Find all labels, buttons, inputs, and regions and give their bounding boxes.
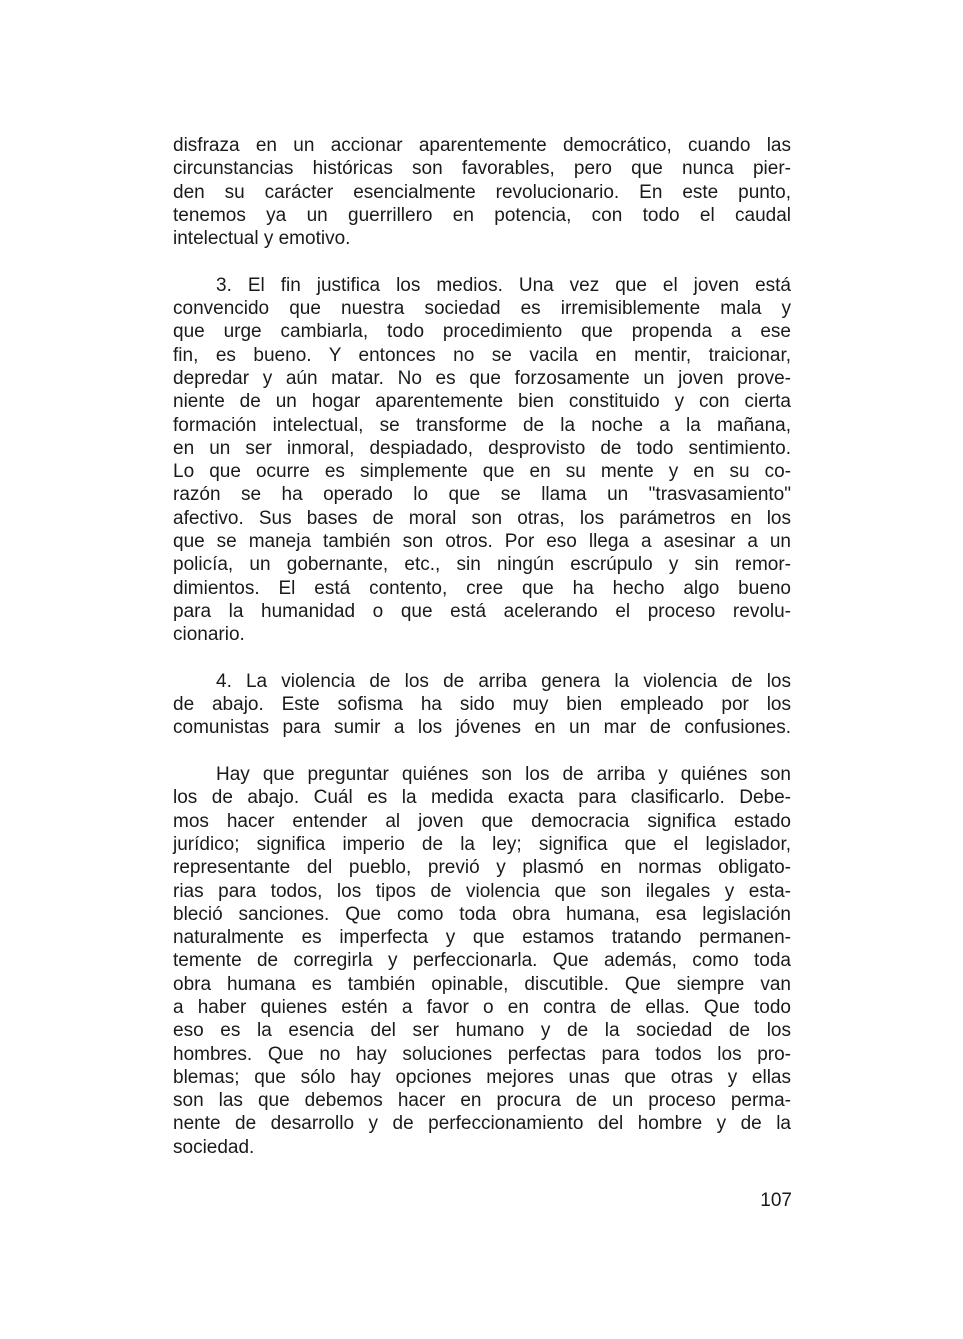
- text-line: convencido que nuestra sociedad es irremisiblemente mala y: [173, 298, 791, 320]
- text-line: circunstancias históricas son favorables, pero que nunca pier-: [173, 158, 791, 180]
- text-line: temente de corregirla y perfeccionarla. Que además, como toda: [173, 950, 791, 972]
- text-line: hombres. Que no hay soluciones perfectas para todos los pro-: [173, 1043, 791, 1065]
- text-line: bleció sanciones. Que como toda obra humana, esa legislación: [173, 903, 791, 925]
- text-line: den su carácter esencialmente revolucionario. En este punto,: [173, 181, 791, 203]
- text-line: nente de desarrollo y de perfeccionamiento del hombre y de la: [173, 1113, 791, 1135]
- text-line: afectivo. Sus bases de moral son otras, los parámetros en los: [173, 507, 791, 529]
- text-line: naturalmente es imperfecta y que estamos tratando permanen-: [173, 927, 791, 949]
- text-line: Hay que preguntar quiénes son los de arriba y quiénes son: [216, 764, 791, 786]
- text-line: formación intelectual, se transforme de la noche a la mañana,: [173, 414, 791, 436]
- text-line: mos hacer entender al joven que democracia significa estado: [173, 810, 791, 832]
- text-line: rias para todos, los tipos de violencia que son ilegales y esta-: [173, 880, 791, 902]
- paragraph: [173, 134, 791, 250]
- text-line: obra humana es también opinable, discutible. Que siempre van: [173, 973, 791, 995]
- text-line: razón se ha operado lo que se llama un "trasvasamiento": [173, 484, 791, 506]
- text-line: de abajo. Este sofisma ha sido muy bien empleado por los: [173, 694, 791, 716]
- paragraph-gap: [173, 740, 791, 763]
- text-line: 3. El fin justifica los medios. Una vez que el joven está: [216, 274, 791, 296]
- text-line: en un ser inmoral, despiadado, desprovisto de todo sentimiento.: [173, 437, 791, 459]
- text-line: sociedad.: [173, 1136, 255, 1158]
- body-text: [173, 134, 791, 1159]
- text-line: para la humanidad o que está acelerando el proceso revolu-: [173, 600, 791, 622]
- paragraph: [173, 274, 791, 647]
- page-number: 107: [760, 1190, 792, 1211]
- text-line: que urge cambiarla, todo procedimiento que propenda a ese: [173, 321, 791, 343]
- text-line: a haber quienes estén a favor o en contra de ellas. Que todo: [173, 996, 791, 1018]
- text-line: tenemos ya un guerrillero en potencia, con todo el caudal: [173, 204, 791, 226]
- text-line: disfraza en un accionar aparentemente democrático, cuando las: [173, 135, 791, 156]
- text-line: cionario.: [173, 624, 245, 646]
- text-line: jurídico; significa imperio de la ley; significa que el legislador,: [173, 833, 791, 855]
- text-line: blemas; que sólo hay opciones mejores unas que otras y ellas: [173, 1066, 791, 1088]
- text-line: policía, un gobernante, etc., sin ningún escrúpulo y sin remor-: [173, 554, 791, 576]
- text-line: intelectual y emotivo.: [173, 228, 351, 250]
- text-line: niente de un hogar aparentemente bien constituido y con cierta: [173, 391, 791, 413]
- paragraph-gap: [173, 250, 791, 273]
- text-line: eso es la esencia del ser humano y de la sociedad de los: [173, 1020, 791, 1042]
- paragraph: [173, 670, 791, 740]
- text-line: fin, es bueno. Y entonces no se vacila en mentir, traicionar,: [173, 344, 791, 366]
- text-line: 4. La violencia de los de arriba genera la violencia de los: [216, 670, 791, 692]
- text-line: comunistas para sumir a los jóvenes en un mar de confusiones.: [173, 717, 791, 739]
- text-line: depredar y aún matar. No es que forzosamente un joven prove-: [173, 367, 791, 389]
- text-line: representante del pueblo, previó y plasmó en normas obligato-: [173, 857, 791, 879]
- paragraph-gap: [173, 647, 791, 670]
- text-line: son las que debemos hacer en procura de un proceso perma-: [173, 1090, 791, 1112]
- text-line: dimientos. El está contento, cree que ha hecho algo bueno: [173, 577, 791, 599]
- text-line: Lo que ocurre es simplemente que en su mente y en su co-: [173, 461, 791, 483]
- text-line: que se maneja también son otros. Por eso llega a asesinar a un: [173, 531, 791, 553]
- text-line: los de abajo. Cuál es la medida exacta para clasificarlo. Debe-: [173, 787, 791, 809]
- paragraph: [173, 763, 791, 1159]
